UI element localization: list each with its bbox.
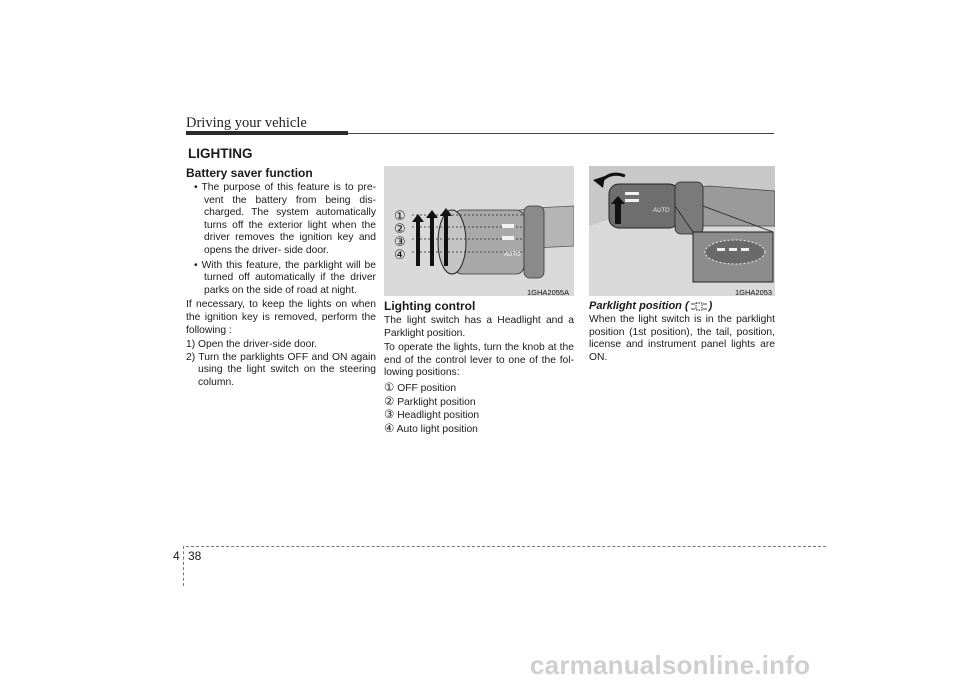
section-title: LIGHTING xyxy=(188,146,253,161)
light-switch-illustration xyxy=(384,166,574,296)
header-rule-thick xyxy=(186,131,348,135)
position-item: ① OFF position xyxy=(384,381,457,394)
figure-code: 1GHA2053 xyxy=(735,288,773,297)
footer-rule xyxy=(186,546,826,547)
battery-saver-bullet: • The purpose of this feature is to pre-vent the battery from being dis-charged. The system automatically turns off the exterior light when the driver removes the ignition key and opens the driver- side door. xyxy=(194,182,376,256)
battery-saver-note: If necessary, to keep the lights on when the ignition key is removed, perform the following : xyxy=(186,299,376,336)
footer-divider xyxy=(183,546,184,586)
callout-4: ④ xyxy=(394,248,406,263)
lighting-control-para: To operate the lights, turn the knob at the end of the control lever to one of the fol-lowing positions: xyxy=(384,342,574,379)
callout-3: ③ xyxy=(394,235,406,250)
parklight-column xyxy=(589,299,775,366)
light-switch-figure xyxy=(384,166,574,296)
battery-saver-step: 2) Turn the parklights OFF and ON again using the light switch on the steering column. xyxy=(186,351,376,388)
auto-label: AUTO xyxy=(504,252,521,258)
battery-saver-column xyxy=(186,166,376,390)
auto-label: AUTO xyxy=(653,208,670,214)
callout-1: ① xyxy=(394,209,406,224)
battery-saver-bullet: • With this feature, the parklight will be turned off automatically if the driver parks on the side of road at night. xyxy=(194,259,376,296)
header-rule-thin xyxy=(348,133,774,134)
figure-code: 1GHA2055A xyxy=(527,288,570,297)
page-section-number: 4 xyxy=(173,549,180,563)
lighting-control-para: The light switch has a Headlight and a Parklight position. xyxy=(384,315,574,339)
parklight-icon xyxy=(691,302,707,311)
lighting-control-heading: Lighting control xyxy=(384,299,476,313)
parklight-heading: Parklight position ( ) xyxy=(589,300,713,312)
page-header-title: Driving your vehicle xyxy=(186,115,307,131)
parklight-figure xyxy=(589,166,775,296)
battery-saver-heading: Battery saver function xyxy=(186,166,313,180)
lighting-control-column xyxy=(384,299,574,436)
parklight-illustration xyxy=(589,166,775,296)
page-number: 38 xyxy=(188,549,202,563)
parklight-body: When the light switch is in the parklight position (1st position), the tail, position, license and instrument panel lights are ON. xyxy=(589,314,775,363)
callout-2: ② xyxy=(394,222,406,237)
battery-saver-step: 1) Open the driver-side door. xyxy=(186,339,318,351)
position-item: ④ Auto light position xyxy=(384,422,478,435)
position-item: ② Parklight position xyxy=(384,395,476,408)
position-item: ③ Headlight position xyxy=(384,409,480,422)
watermark: carmanualsonline.info xyxy=(530,650,811,680)
